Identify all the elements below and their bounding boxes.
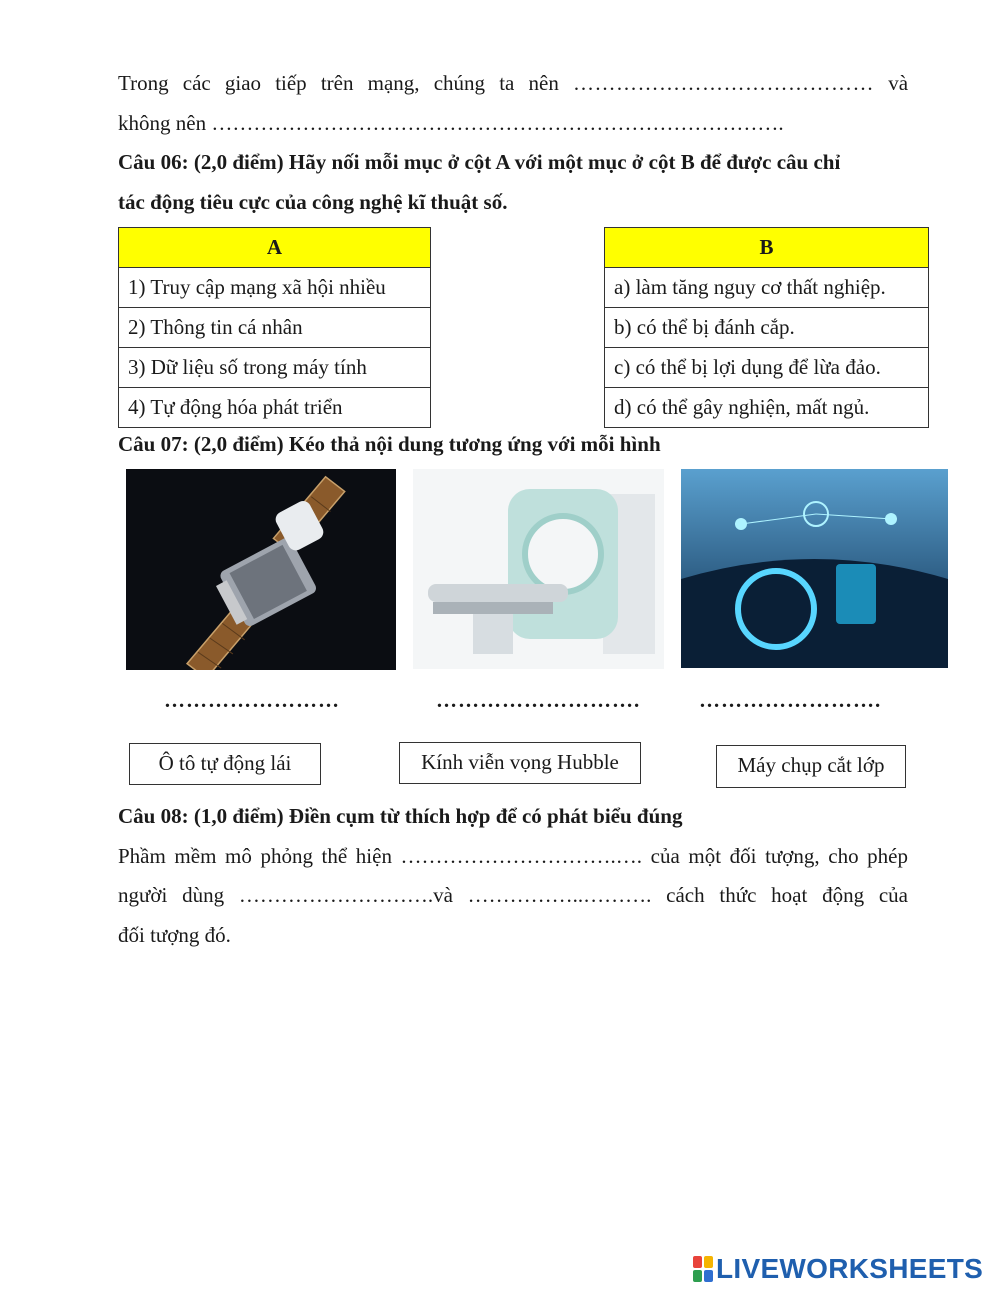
column-b-header: B: [605, 228, 929, 268]
intro-line-1: [118, 63, 908, 103]
column-b-item-d[interactable]: d) có thể gây nghiện, mất ngủ.: [605, 388, 929, 428]
intro-line-1-text: Trong các giao tiếp trên mạng, chúng ta nên: [118, 71, 559, 95]
autonomous-car-image: [681, 469, 948, 668]
answer-blank-2[interactable]: ……………………….: [436, 688, 641, 712]
column-a-item-3[interactable]: 3) Dữ liệu số trong máy tính: [119, 348, 431, 388]
liveworksheets-logo: [693, 1253, 983, 1285]
column-b-item-a[interactable]: a) làm tăng nguy cơ thất nghiệp.: [605, 268, 929, 308]
intro-line-2: không nên ……………………………………………………………………….: [118, 111, 784, 135]
column-b-item-c[interactable]: c) có thể bị lợi dụng để lừa đảo.: [605, 348, 929, 388]
column-a-item-1[interactable]: 1) Truy cập mạng xã hội nhiều: [119, 268, 431, 308]
q08-heading: Câu 08: (1,0 điểm) Điền cụm từ thích hợp để có phát biểu đúng: [118, 804, 683, 828]
column-a-table: [118, 227, 431, 428]
logo-icon: [693, 1256, 713, 1282]
logo-square-1: [693, 1256, 702, 1268]
column-b-item-b[interactable]: b) có thể bị đánh cắp.: [605, 308, 929, 348]
intro-line-1-end: và: [888, 71, 909, 95]
answer-blank-3[interactable]: …………………….: [699, 688, 882, 712]
space-telescope-image: [126, 469, 396, 670]
drag-option-ct-scanner[interactable]: Máy chụp cắt lớp: [716, 745, 906, 788]
q08-line-3: đối tượng đó.: [118, 923, 231, 947]
column-a-item-4[interactable]: 4) Tự động hóa phát triển: [119, 388, 431, 428]
q06-heading-line-1: Câu 06: (2,0 điểm) Hãy nối mỗi mục ở cột A với một mục ở cột B để được câu chỉ: [118, 150, 841, 174]
column-b-table: [604, 227, 929, 428]
intro-blank-1[interactable]: ……………………………………: [573, 71, 875, 95]
answer-blank-1[interactable]: ……………………: [164, 688, 340, 712]
drag-option-self-driving-car[interactable]: Ô tô tự động lái: [129, 743, 321, 785]
column-a-item-2[interactable]: 2) Thông tin cá nhân: [119, 308, 431, 348]
logo-square-2: [704, 1256, 713, 1268]
ct-scanner-image: [413, 469, 664, 669]
logo-square-3: [693, 1270, 702, 1282]
q06-heading-line-2: tác động tiêu cực của công nghệ kĩ thuật số.: [118, 190, 508, 214]
drag-option-hubble-telescope[interactable]: Kính viễn vọng Hubble: [399, 742, 641, 784]
q08-line-2: người dùng ……………………….và ……………..………. cách thức hoạt động của: [118, 883, 908, 907]
q08-line-1: Phầm mềm mô phỏng thể hiện ………………………….…. của một đối tượng, cho phép: [118, 844, 908, 868]
logo-square-4: [704, 1270, 713, 1282]
q07-heading: Câu 07: (2,0 điểm) Kéo thả nội dung tương ứng với mỗi hình: [118, 432, 661, 456]
column-a-header: A: [119, 228, 431, 268]
logo-text: LIVEWORKSHEETS: [716, 1253, 984, 1284]
